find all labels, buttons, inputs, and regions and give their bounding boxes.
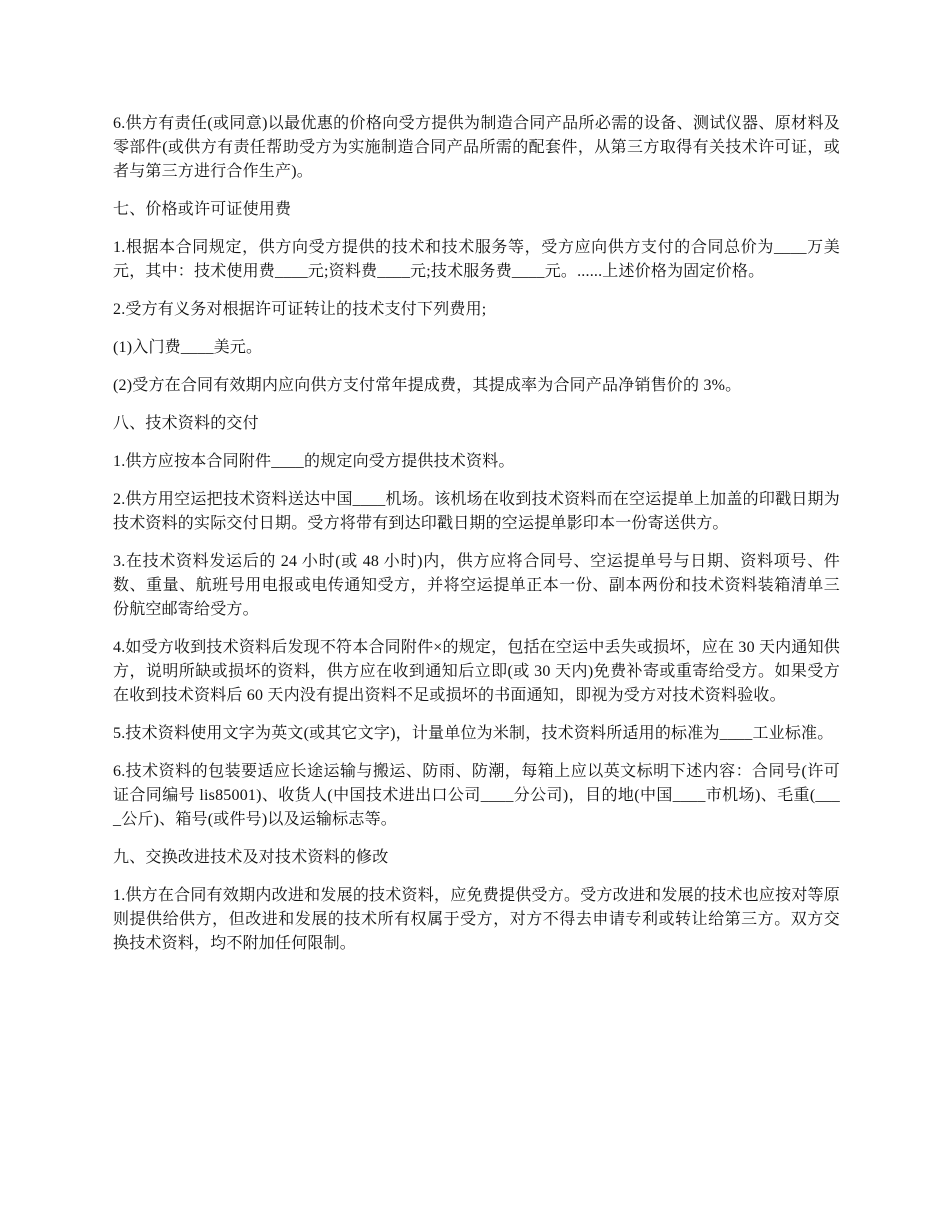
clause-7-2-2-royalty: (2)受方在合同有效期内应向供方支付常年提成费，其提成率为合同产品净销售价的 3%。 [113,377,742,394]
clause-9-1-improvements: 1.供方在合同有效期内改进和发展的技术资料，应免费提供受方。受方改进和发展的技术也应按对等原则提供给供方，但改进和发展的技术所有权属于受方，对方不得去申请专利或转让给第三方。双方交换技术资料，均不附加任何限制。 [113,887,840,952]
section-7-heading: 七、价格或许可证使用费 [113,201,292,218]
clause-8-6-packaging: 6.技术资料的包装要适应长途运输与搬运、防雨、防潮，每箱上应以英文标明下述内容：合同号(许可证合同编号 lis85001)、收货人(中国技术进出口公司____分公司)，目的地(中国____市机场)、毛重(____公斤)、箱号(或件号)以及运输标志等。 [113,763,840,828]
document-page [113,112,840,970]
clause-6-1-equipment-supply: 6.供方有责任(或同意)以最优惠的价格向受方提供为制造合同产品所必需的设备、测试仪器、原材料及零部件(或供方有责任帮助受方为实施制造合同产品所需的配套件，从第三方取得有关技术许可证，或者与第三方进行合作生产)。 [113,115,840,180]
section-9-heading: 九、交换改进技术及对技术资料的修改 [113,849,389,866]
clause-8-5-language-units: 5.技术资料使用文字为英文(或其它文字)，计量单位为米制，技术资料所适用的标准为____工业标准。 [113,725,834,742]
clause-7-1-total-price: 1.根据本合同规定，供方向受方提供的技术和技术服务等，受方应向供方支付的合同总价为____万美元，其中：技术使用费____元;资料费____元;技术服务费____元。......上述价格为固定价格。 [113,239,840,280]
clause-8-2-air-transport: 2.供方用空运把技术资料送达中国____机场。该机场在收到技术资料而在空运提单上加盖的印戳日期为技术资料的实际交付日期。受方将带有到达印戳日期的空运提单影印本一份寄送供方。 [113,491,840,532]
clause-7-2-license-fees: 2.受方有义务对根据许可证转让的技术支付下列费用; [113,301,487,318]
clause-8-3-notification: 3.在技术资料发运后的 24 小时(或 48 小时)内，供方应将合同号、空运提单号与日期、资料项号、件数、重量、航班号用电报或电传通知受方，并将空运提单正本一份、副本两份和技术资料装箱清单三份航空邮寄给受方。 [113,553,840,618]
clause-8-4-missing-damaged: 4.如受方收到技术资料后发现不符本合同附件×的规定，包括在空运中丢失或损坏，应在 30 天内通知供方，说明所缺或损坏的资料，供方应在收到通知后立即(或 30 天内)免费补寄或重寄给受方。如果受方在收到技术资料后 60 天内没有提出资料不足或损坏的书面通知，即视为受方对技术资料验收。 [113,639,840,704]
clause-7-2-1-entry-fee: (1)入门费____美元。 [113,339,263,356]
section-8-heading: 八、技术资料的交付 [113,415,259,432]
clause-8-1-delivery: 1.供方应按本合同附件____的规定向受方提供技术资料。 [113,453,515,470]
